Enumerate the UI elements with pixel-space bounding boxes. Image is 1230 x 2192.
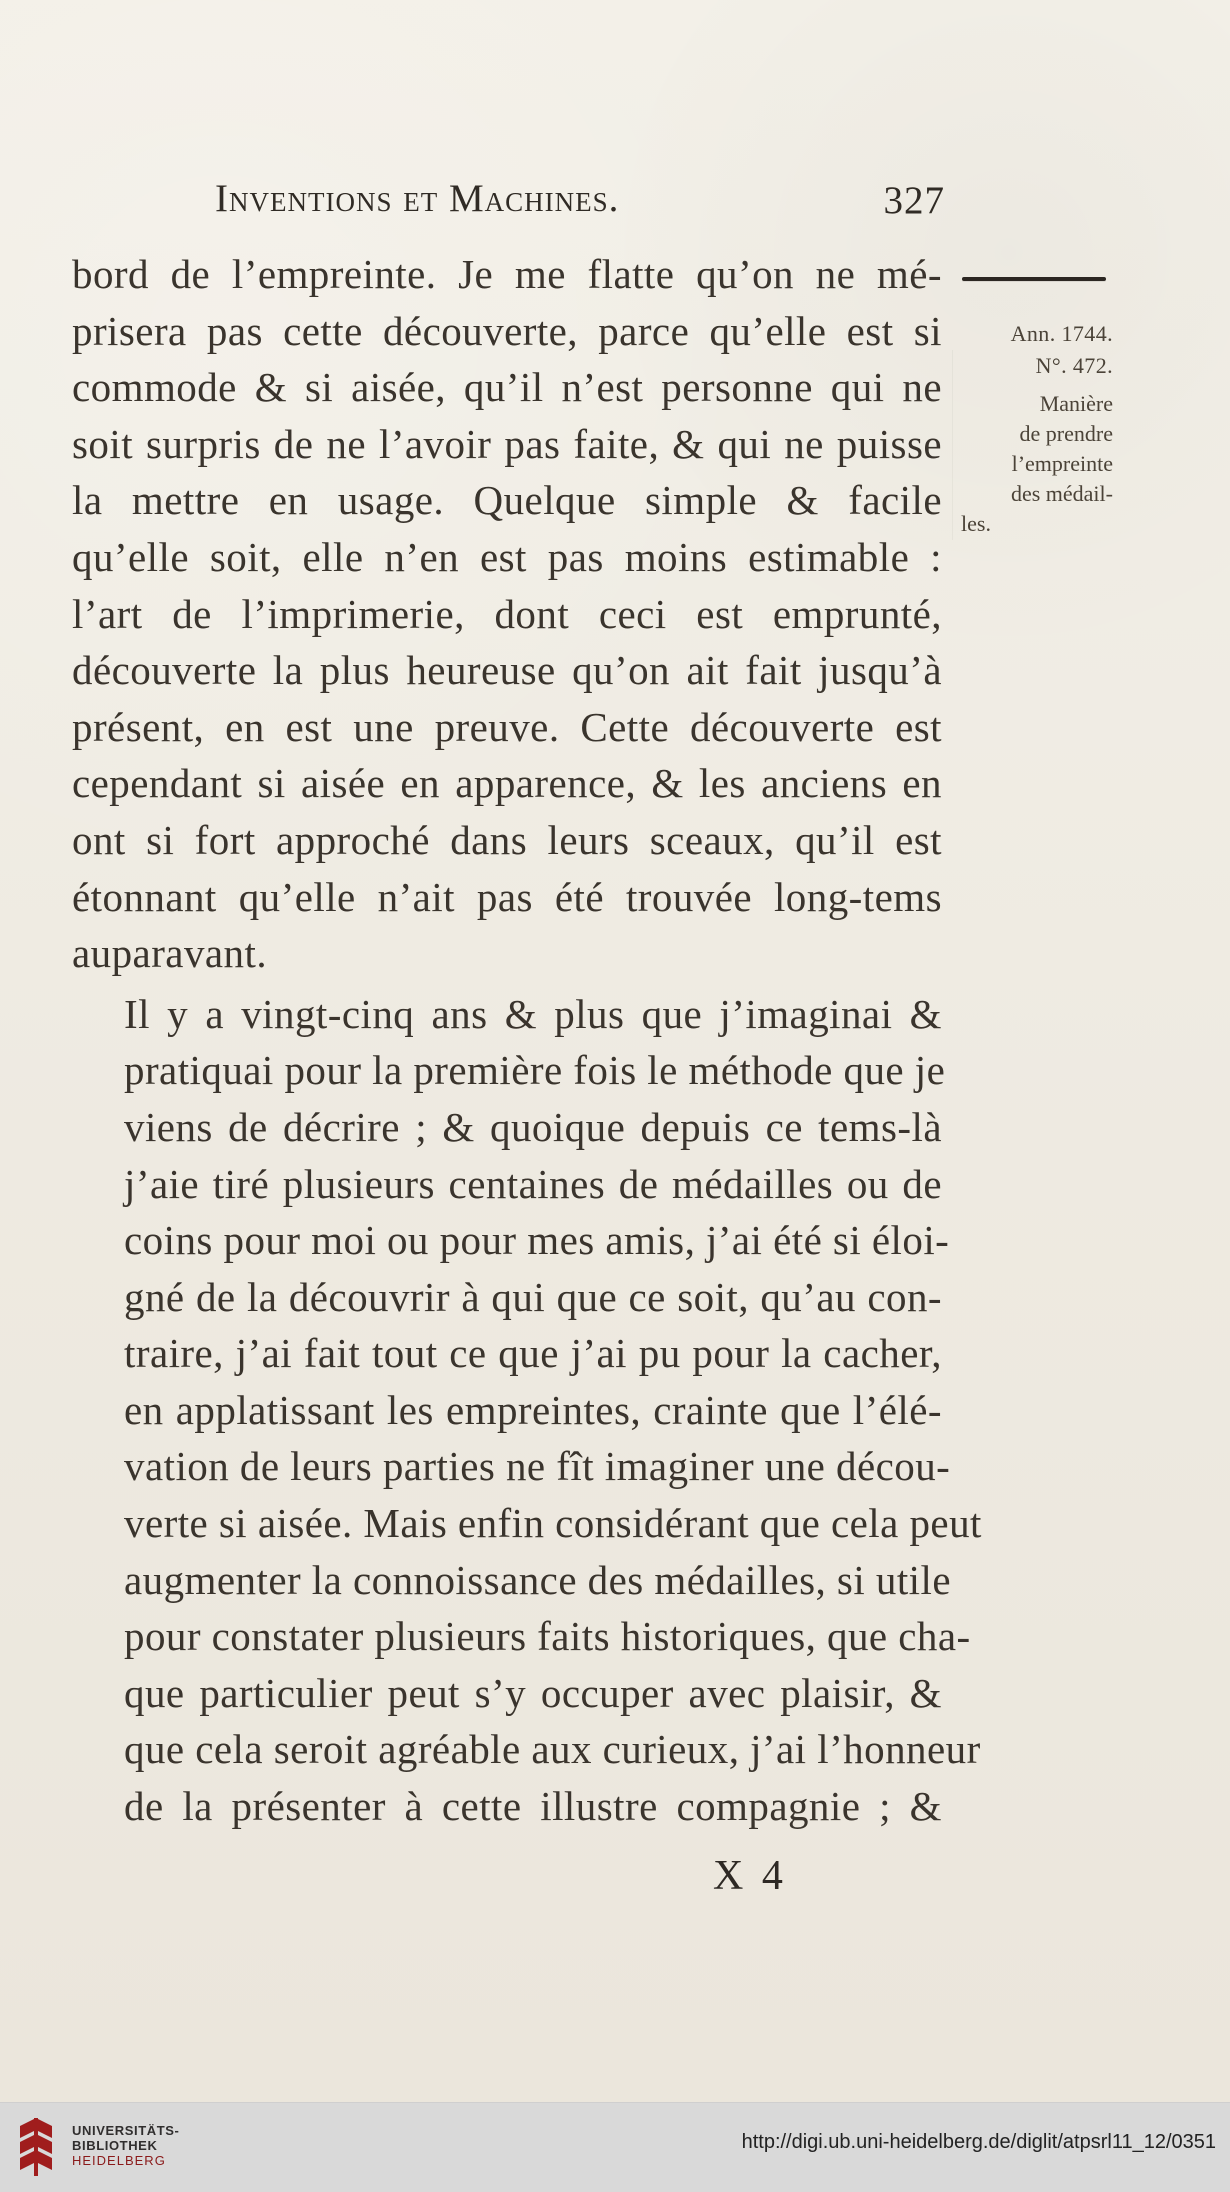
text-line: coins pour moi ou pour mes amis, j’ai été si éloi- [124, 1217, 950, 1264]
marginal-note-line: de prendre [1019, 421, 1113, 446]
text-line: auparavant. [72, 930, 268, 977]
text-line: bord de l’empreinte. Je me flatte qu’on ne mé- [72, 251, 942, 297]
text-line: en applatissant les empreintes, crainte que l’élé- [124, 1386, 942, 1433]
marginal-note-line: l’empreinte [1011, 451, 1113, 476]
marginal-note-line: des médail- [1010, 481, 1113, 506]
main-text [72, 246, 982, 1835]
text-line: de la présenter à cette illustre compagnie ; & [124, 1783, 942, 1830]
text-line: la mettre en usage. Quelque simple & facile [72, 477, 942, 524]
text-line: viens de décrire ; & quoique depuis ce tems-là [124, 1103, 942, 1150]
signature-mark: X 4 [713, 1853, 787, 1899]
library-name-line: BIBLIOTHEK [72, 2138, 158, 2153]
text-line: que particulier peut s’y occuper avec plaisir, & [124, 1669, 942, 1716]
paragraph-2 [72, 986, 982, 1835]
text-line: traire, j’ai fait tout ce que j’ai pu pour la cacher, [124, 1330, 942, 1377]
marginal-note [961, 319, 1113, 539]
paragraph-1 [72, 246, 942, 982]
text-line: verte si aisée. Mais enfin considérant que cela peut [124, 1500, 982, 1547]
text-line: Il y a vingt-cinq ans & plus que j’imaginai & [124, 990, 942, 1037]
text-line: prisera pas cette découverte, parce qu’elle est si [72, 307, 942, 354]
library-name-line: HEIDELBERG [72, 2153, 166, 2168]
text-line: cependant si aisée en apparence, & les anciens en [72, 760, 942, 807]
page-header [215, 176, 945, 230]
text-line: découverte la plus heureuse qu’on ait fait jusqu’à [72, 647, 942, 694]
text-line: présent, en est une preuve. Cette découverte est [72, 703, 942, 750]
text-line: l’art de l’imprimerie, dont ceci est emprunté, [72, 590, 942, 637]
marginal-number: N°. 472. [1035, 353, 1113, 378]
margin-shadow [952, 350, 953, 540]
marginal-rule [962, 277, 1106, 281]
text-line: pour constater plusieurs faits historiques, que cha- [124, 1613, 971, 1660]
page-number: 327 [883, 179, 945, 222]
running-title: Inventions et Machines. [215, 177, 620, 220]
text-line: vation de leurs parties ne fît imaginer une décou- [124, 1443, 951, 1490]
text-line: gné de la découvrir à qui que ce soit, qu’au con- [124, 1273, 942, 1320]
text-line: augmenter la connoissance des médailles, si utile [124, 1556, 951, 1603]
marginal-note-line: Manière [1039, 391, 1113, 416]
source-url-link[interactable]: http://digi.ub.uni-heidelberg.de/diglit/atpsrl11_12/0351 [741, 2131, 1216, 2153]
text-line: que cela seroit agréable aux curieux, j’ai l’honneur [124, 1726, 981, 1773]
text-line: pratiquai pour la première fois le méthode que je [124, 1047, 946, 1094]
footer-bar [0, 2102, 1230, 2192]
text-line: soit surpris de ne l’avoir pas faite, & qui ne puisse [72, 420, 942, 467]
library-name [72, 2123, 179, 2168]
text-line: ont si fort approché dans leurs sceaux, qu’il est [72, 816, 942, 863]
marginal-year: Ann. 1744. [1010, 321, 1113, 346]
text-line: qu’elle soit, elle n’en est pas moins estimable : [72, 533, 942, 580]
marginal-note-line: les. [961, 511, 991, 536]
text-line: j’aie tiré plusieurs centaines de médailles ou de [124, 1160, 942, 1207]
library-name-line: UNIVERSITÄTS- [72, 2123, 180, 2138]
university-logo-icon [12, 2114, 62, 2180]
text-line: étonnant qu’elle n’ait pas été trouvée long-tems [72, 873, 942, 920]
text-line: commode & si aisée, qu’il n’est personne qui ne [72, 364, 942, 411]
